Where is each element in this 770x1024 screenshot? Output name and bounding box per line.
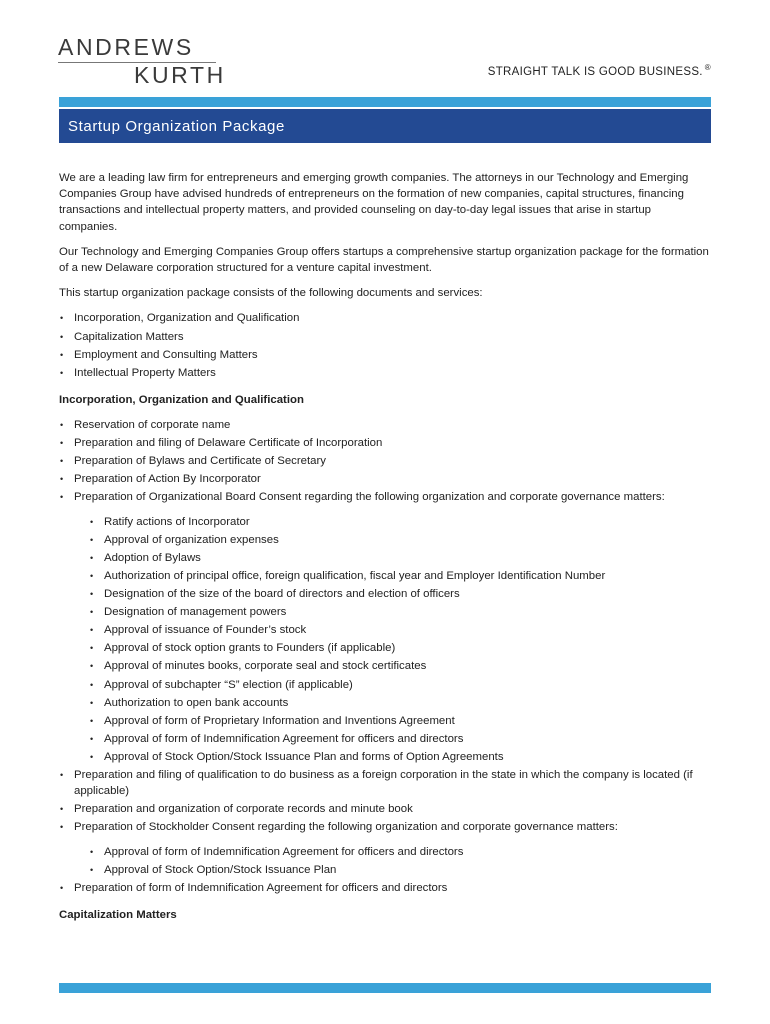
logo-wordmark-line2: KURTH — [134, 62, 226, 88]
document-body — [59, 170, 711, 932]
intro-paragraph: This startup organization package consists of the following documents and services: — [59, 287, 483, 300]
intro-paragraph: Our Technology and Emerging Companies Group offers startups a comprehensive startup organization package for the formation of a new Delaware corporation structured for a venture capital investment. — [59, 245, 709, 275]
list-item: • Intellectual Property Matters — [59, 365, 711, 381]
title-bar — [59, 109, 711, 143]
list-item: • Reservation of corporate name — [59, 417, 711, 433]
list-item: • Employment and Consulting Matters — [59, 347, 711, 363]
firm-logo — [58, 34, 226, 88]
intro-paragraph: We are a leading law firm for entrepreneurs and emerging growth companies. The attorneys in our Technology and Emerging Companies Group have advised hundreds of entrepreneurs on the formation of new companies, capital structures, financing transactions and intellectual property matters, and provided counseling on day-to-day legal issues that arise in startup companies. — [59, 172, 689, 233]
list-item: • Capitalization Matters — [59, 329, 711, 345]
sublist-item: • Approval of Stock Option/Stock Issuance Plan and forms of Option Agreements — [74, 749, 711, 765]
tagline-text: STRAIGHT TALK IS GOOD BUSINESS. — [487, 65, 703, 78]
incorporation-list — [59, 417, 711, 896]
list-item: • Preparation of Bylaws and Certificate of Secretary — [59, 453, 711, 469]
top-accent-strip — [59, 97, 711, 107]
section-heading: Incorporation, Organization and Qualification — [59, 393, 304, 406]
sublist-item: • Adoption of Bylaws — [74, 550, 711, 566]
sublist-item: • Ratify actions of Incorporator — [74, 514, 711, 530]
bottom-accent-strip — [59, 983, 711, 993]
list-item-text: Preparation of Stockholder Consent regarding the following organization and corporate governance matters: — [74, 821, 618, 834]
sublist-item: • Approval of minutes books, corporate seal and stock certificates — [74, 658, 711, 674]
page-title: Startup Organization Package — [68, 118, 285, 135]
sublist-item: • Designation of management powers — [74, 604, 711, 620]
sublist-item: • Approval of stock option grants to Founders (if applicable) — [74, 640, 711, 656]
list-item: • Incorporation, Organization and Qualification — [59, 310, 711, 326]
list-item: • Preparation and filing of qualification to do business as a foreign corporation in the state in which the company is located (if applicable) — [59, 767, 711, 799]
sublist-item: • Approval of form of Indemnification Agreement for officers and directors — [74, 844, 711, 860]
tagline — [488, 63, 711, 78]
stockholder-consent-sublist — [74, 844, 711, 878]
sublist-item: • Approval of organization expenses — [74, 532, 711, 548]
sublist-item: • Approval of form of Proprietary Information and Inventions Agreement — [74, 713, 711, 729]
list-item — [59, 819, 711, 878]
list-item-text: Preparation of Organizational Board Consent regarding the following organization and corporate governance matters: — [74, 491, 665, 504]
sublist-item: • Approval of Stock Option/Stock Issuance Plan — [74, 862, 711, 878]
board-consent-sublist — [74, 514, 711, 765]
section-heading: Capitalization Matters — [59, 908, 177, 921]
list-item: • Preparation of Action By Incorporator — [59, 471, 711, 487]
logo-wordmark-line1: ANDREWS — [58, 34, 194, 60]
list-item: • Preparation and filing of Delaware Certificate of Incorporation — [59, 435, 711, 451]
sublist-item: • Approval of form of Indemnification Agreement for officers and directors — [74, 731, 711, 747]
sublist-item: • Authorization to open bank accounts — [74, 695, 711, 711]
registered-mark: ® — [704, 63, 711, 72]
sublist-item: • Designation of the size of the board of directors and election of officers — [74, 586, 711, 602]
list-item — [59, 489, 711, 765]
list-item: • Preparation of form of Indemnification Agreement for officers and directors — [59, 880, 711, 896]
sublist-item: • Approval of subchapter “S” election (if applicable) — [74, 677, 711, 693]
sublist-item: • Authorization of principal office, foreign qualification, fiscal year and Employer Identification Number — [74, 568, 711, 584]
summary-list — [59, 310, 711, 380]
sublist-item: • Approval of issuance of Founder’s stock — [74, 622, 711, 638]
list-item: • Preparation and organization of corporate records and minute book — [59, 801, 711, 817]
